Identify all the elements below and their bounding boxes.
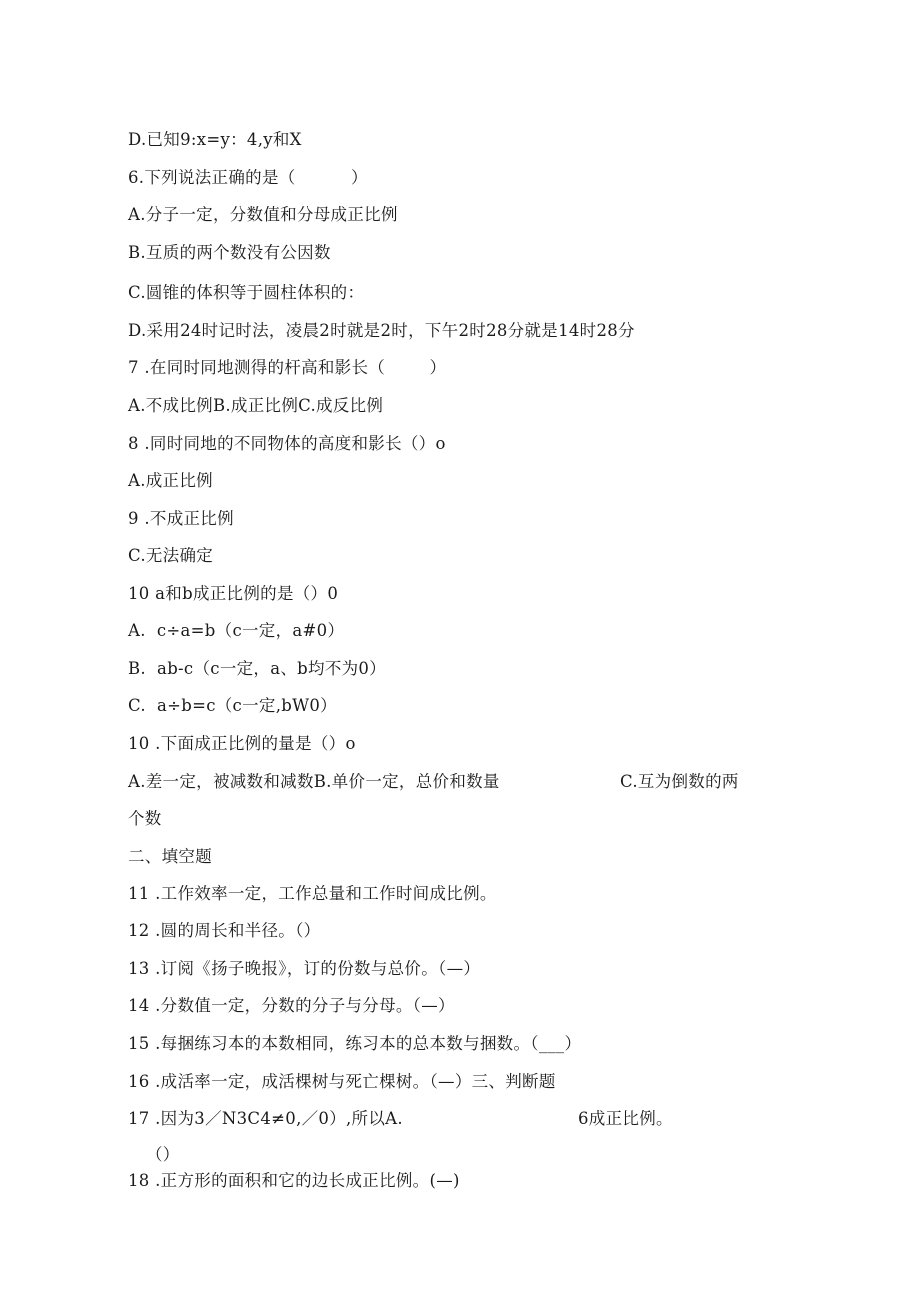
option-10b-c-cont: 个数 bbox=[128, 809, 162, 828]
option-10a: A. c÷a=b（c一定，a#0） bbox=[128, 621, 345, 640]
question-11: 11 .工作效率一定，工作总量和工作时间成比例。 bbox=[128, 884, 497, 903]
question-17-answer: （） bbox=[146, 1145, 180, 1164]
question-17: 17 .因为3／N3C4≠0,／0）,所以A. bbox=[128, 1109, 403, 1128]
section-heading-fill: 二、填空题 bbox=[128, 847, 212, 866]
option-9c: C.无法确定 bbox=[128, 546, 214, 565]
question-17-end: 6成正比例。 bbox=[578, 1109, 673, 1128]
options-7: A.不成比例B.成正比例C.成反比例 bbox=[128, 396, 384, 415]
options-10b-ab: A.差一定，被减数和减数B.单价一定，总价和数量 bbox=[128, 772, 500, 791]
option-6b: B.互质的两个数没有公因数 bbox=[128, 243, 331, 262]
question-6: 6.下列说法正确的是（ ） bbox=[128, 168, 368, 187]
question-14: 14 .分数值一定，分数的分子与分母。（—） bbox=[128, 996, 455, 1015]
question-15: 15 .每捆练习本的本数相同，练习本的总本数与捆数。（___） bbox=[128, 1034, 582, 1053]
question-13: 13 .订阅《扬子晚报》，订的份数与总价。（—） bbox=[128, 959, 481, 978]
question-10b: 10 .下面成正比例的量是（）o bbox=[128, 734, 356, 753]
option-10b-c: C.互为倒数的两 bbox=[620, 772, 739, 791]
question-7: 7 .在同时同地测得的杆高和影长（ ） bbox=[128, 358, 447, 377]
question-9: 9 .不成正比例 bbox=[128, 509, 234, 528]
question-16: 16 .成活率一定，成活棵树与死亡棵树。（—）三、判断题 bbox=[128, 1072, 556, 1091]
option-10b: B. ab-c（c一定，a、b均不为0） bbox=[128, 659, 387, 678]
option-6a: A.分子一定，分数值和分母成正比例 bbox=[128, 205, 398, 224]
question-18: 18 .正方形的面积和它的边长成正比例。(—) bbox=[128, 1171, 460, 1190]
question-10a: 10 a和b成正比例的是（）0 bbox=[128, 584, 339, 603]
option-5d: D.已知9:x=y：4,y和X bbox=[128, 130, 302, 149]
option-10c: C. a÷b=c（c一定,bW0） bbox=[128, 696, 337, 715]
option-6d: D.采用24时记时法，凌晨2时就是2时，下午2时28分就是14时28分 bbox=[128, 321, 635, 340]
option-8a: A.成正比例 bbox=[128, 471, 213, 490]
option-6c: C.圆锥的体积等于圆柱体积的： bbox=[128, 283, 365, 302]
question-8: 8 .同时同地的不同物体的高度和影长（）o bbox=[128, 434, 446, 453]
question-12: 12 .圆的周长和半径。（） bbox=[128, 921, 321, 940]
